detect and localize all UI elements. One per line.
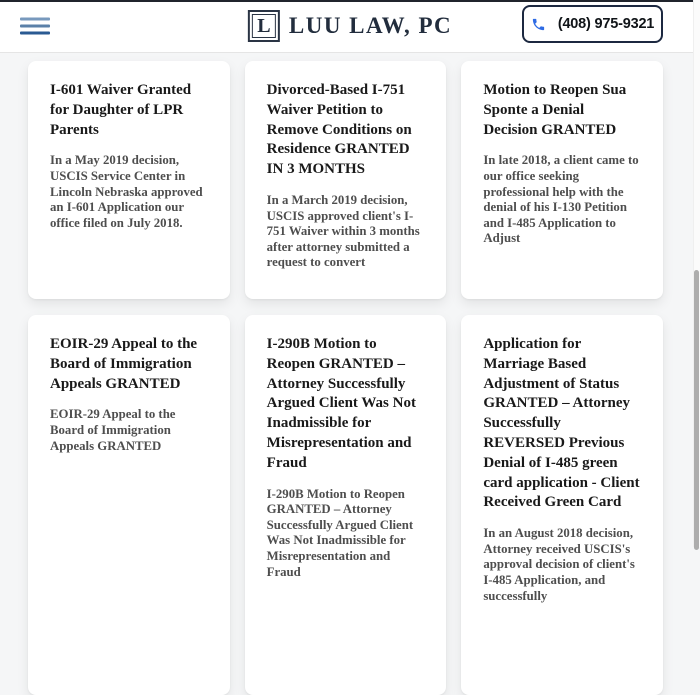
scrollbar-thumb[interactable] [694,270,699,550]
logo-icon [248,10,280,42]
case-result-card[interactable] [245,315,447,695]
window-top-edge [0,0,700,2]
case-result-card[interactable] [245,61,447,299]
case-title: Motion to Reopen Sua Sponte a Denial Decision GRANTED [483,82,627,138]
brand-name: LUU LAW, PC [288,13,453,38]
case-title: EOIR-29 Appeal to the Board of Immigration Appeals GRANTED [50,336,198,392]
case-title: Divorced-Based I-751 Waiver Petition to Remove Conditions on Residence GRANTED IN 3 MONTHS [266,82,412,178]
hamburger-icon [20,32,50,35]
case-excerpt: In late 2018, a client came to our office seeking professional help with the denial of his I-130 Petition and I-485 Application to Adjust [483,153,639,246]
phone-number: (408) 975-9321 [557,16,655,32]
case-excerpt: In a March 2019 decision, USCIS approved client's I-751 Waiver within 3 months after attorney submitted a request to convert [266,192,420,270]
phone-icon [531,17,546,32]
case-title: Application for Marriage Based Adjustment of Status GRANTED – Attorney Successfully REVERSED Previous Denial of I-485 green card application - Client Received Green Card [483,336,640,511]
menu-button[interactable] [18,16,52,37]
case-result-card[interactable] [461,61,663,299]
case-result-card[interactable] [28,315,230,695]
case-excerpt: In an August 2018 decision, Attorney received USCIS's approval decision of client's I-485 Application, and successfully [483,526,635,603]
case-results-grid [0,53,700,695]
case-title: I-290B Motion to Reopen GRANTED – Attorney Successfully Argued Client Was Not Inadmissible for Misrepresentation and Fraud [266,336,416,471]
case-result-card[interactable] [28,61,230,299]
case-excerpt: In a May 2019 decision, USCIS Service Center in Lincoln Nebraska approved an I-601 Application our office filed on July 2018. [50,153,203,230]
case-excerpt: I-290B Motion to Reopen GRANTED – Attorney Successfully Argued Client Was Not Inadmissible for Misrepresentation and Fraud [266,486,414,579]
case-result-card[interactable] [461,315,663,695]
scrollbar[interactable] [693,0,700,547]
logo-letter: L [252,14,276,38]
case-excerpt: EOIR-29 Appeal to the Board of Immigration Appeals GRANTED [50,407,176,453]
hamburger-icon [20,18,50,21]
phone-button[interactable] [522,5,663,43]
brand-logo[interactable] [248,10,452,42]
case-title: I-601 Waiver Granted for Daughter of LPR Parents [50,82,192,138]
site-header [0,0,700,53]
hamburger-icon [20,25,50,28]
